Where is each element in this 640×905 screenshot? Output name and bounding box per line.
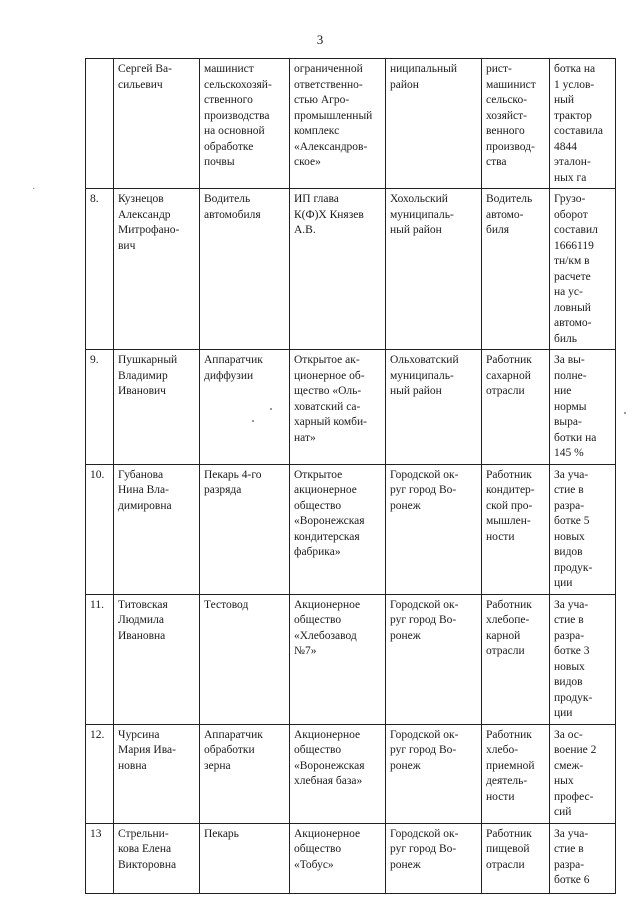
achievement-line: оборот [554, 208, 588, 221]
achievement-cell [550, 823, 616, 893]
district-line: руг город Во- [390, 843, 457, 855]
row-number-cell: 10. [86, 464, 114, 594]
achievement-line: За вы- [554, 354, 585, 366]
person-name-cell [114, 189, 200, 350]
achievement-cell [550, 594, 616, 724]
nomination-line: сахарной [486, 369, 531, 382]
organization-line: «Хлебозавод [294, 629, 357, 642]
person-name-line: Викторовна [118, 858, 177, 871]
achievement-line: ботке 6 [554, 874, 590, 886]
nomination-line: хлебо- [486, 744, 519, 756]
organization-cell [290, 724, 386, 823]
nomination-line: Работник [486, 598, 532, 611]
table-row [86, 350, 616, 465]
achievement-line: За уча- [554, 598, 589, 611]
nomination-cell [482, 59, 550, 189]
achievement-line: ние [554, 385, 572, 397]
district-cell [386, 350, 482, 465]
organization-line: ское» [294, 156, 321, 168]
page-number: 3 [316, 32, 324, 47]
achievement-line: профес- [554, 790, 594, 803]
organization-cell [290, 464, 386, 594]
achievement-line: ных [554, 775, 574, 787]
organization-line: «Александров- [294, 140, 368, 153]
achievement-line: ботка на [554, 63, 596, 75]
achievement-line: видов [554, 546, 583, 558]
organization-line: промышленный [294, 109, 373, 122]
district-line: руг город Во- [390, 484, 457, 496]
achievement-line: на ус- [554, 286, 583, 298]
organization-cell [290, 59, 386, 189]
job-position-line: Водитель [204, 193, 251, 205]
organization-line: общество [294, 614, 342, 626]
district-line: Городской ок- [390, 598, 459, 611]
person-name-line: Губанова [118, 468, 164, 481]
achievement-line: разра- [554, 629, 585, 642]
person-name-line: Кузнецов [118, 193, 164, 205]
job-position-line: ственного [204, 94, 253, 106]
person-name-line: Сергей Ва- [118, 63, 172, 75]
person-name-line: Стрельни- [118, 827, 169, 840]
district-cell [386, 594, 482, 724]
job-position-cell [200, 350, 290, 465]
organization-line: щество «Оль- [294, 385, 362, 397]
organization-line: №7» [294, 645, 317, 657]
nomination-line: отрасли [486, 645, 525, 657]
achievement-line: 145 % [554, 447, 584, 459]
person-name-cell [114, 350, 200, 465]
nomination-line: ности [486, 530, 515, 543]
nomination-cell [482, 594, 550, 724]
job-position-cell [200, 189, 290, 350]
person-name-cell [114, 724, 200, 823]
district-line: ронеж [390, 858, 421, 871]
organization-line: Акционерное [294, 598, 361, 611]
person-name-line: новна [118, 759, 147, 772]
district-cell [386, 59, 482, 189]
achievement-cell [550, 724, 616, 823]
achievement-cell [550, 59, 616, 189]
nomination-line: приемной [486, 759, 535, 772]
achievement-cell [550, 350, 616, 465]
nomination-line: кондитер- [486, 484, 535, 496]
organization-line: «Тобус» [294, 858, 334, 871]
margin-mark: · [32, 184, 36, 195]
organization-line: Акционерное [294, 827, 361, 840]
nomination-line: рист- [486, 63, 512, 75]
district-line: ронеж [390, 499, 421, 512]
nomination-line: пищевой [486, 843, 530, 855]
margin-dot [624, 412, 626, 414]
row-number-cell: 12. [86, 724, 114, 823]
job-position-line: машинист [204, 63, 254, 75]
organization-line: ограниченной [294, 63, 363, 75]
person-name-line: вич [118, 239, 136, 252]
district-line: Городской ок- [390, 468, 459, 481]
achievement-line: ции [554, 577, 573, 589]
job-position-line: на основной [204, 125, 265, 137]
achievement-line: ции [554, 707, 573, 719]
table-row [86, 189, 616, 350]
job-position-line: разряда [204, 484, 242, 496]
person-name-line: димировна [118, 499, 172, 512]
organization-line: Открытое ак- [294, 354, 360, 366]
achievement-line: эталон- [554, 156, 591, 168]
nomination-line: автомо- [486, 208, 524, 221]
achievement-line: сий [554, 806, 572, 818]
job-position-line: обработки [204, 744, 255, 756]
achievement-line: тн/км в [554, 255, 590, 267]
person-name-line: Чурсина [118, 728, 160, 741]
achievement-line: продук- [554, 561, 593, 574]
achievement-cell [550, 464, 616, 594]
achievement-line: смеж- [554, 759, 584, 772]
nomination-line: Работник [486, 354, 532, 366]
job-position-line: сельскохозяй- [204, 78, 272, 91]
organization-line: Акционерное [294, 728, 361, 741]
job-position-cell [200, 823, 290, 893]
achievement-line: полне- [554, 369, 587, 382]
job-position-line: Аппаратчик [204, 728, 263, 741]
person-name-line: Пушкарный [118, 354, 178, 366]
organization-line: общество [294, 744, 342, 756]
table-row [86, 464, 616, 594]
district-line: Городской ок- [390, 827, 459, 840]
nomination-line: производ- [486, 140, 535, 153]
table-row [86, 823, 616, 893]
organization-line: нат» [294, 431, 316, 444]
nomination-line: мышлен- [486, 515, 531, 527]
organization-line: А.В. [294, 224, 316, 236]
person-name-cell [114, 464, 200, 594]
nomination-line: деятель- [486, 775, 528, 787]
job-position-line: почвы [204, 156, 235, 168]
district-line: руг город Во- [390, 614, 457, 626]
achievement-line: стие в [554, 843, 584, 855]
job-position-cell [200, 464, 290, 594]
table-body [86, 59, 616, 894]
nomination-line: сельско- [486, 94, 528, 106]
job-position-line: Аппаратчик [204, 354, 263, 366]
organization-line: стью Агро- [294, 94, 350, 106]
achievement-line: видов [554, 676, 583, 688]
nomination-line: венного [486, 125, 525, 137]
organization-line: общество [294, 843, 342, 855]
job-position-line: Пекарь [204, 827, 239, 840]
district-cell [386, 823, 482, 893]
nomination-cell [482, 823, 550, 893]
organization-cell [290, 350, 386, 465]
person-name-line: Ивановна [118, 629, 166, 642]
district-line: ный район [390, 385, 442, 397]
achievement-line: разра- [554, 858, 585, 871]
person-name-line: Нина Вла- [118, 484, 169, 496]
achievement-line: выра- [554, 416, 582, 428]
achievement-line: новых [554, 660, 585, 673]
organization-line: комплекс [294, 125, 340, 137]
achievement-line: За уча- [554, 468, 589, 481]
achievement-line: новых [554, 530, 585, 543]
achievement-line: стие в [554, 484, 584, 496]
district-line: ный район [390, 224, 442, 236]
job-position-line: производства [204, 109, 270, 122]
nomination-cell [482, 350, 550, 465]
achievement-line: составила 4844 [554, 125, 603, 153]
organization-line: ховатский са- [294, 400, 361, 413]
person-name-line: Мария Ива- [118, 744, 176, 756]
organization-line: ответственно- [294, 78, 363, 91]
organization-cell [290, 823, 386, 893]
nomination-line: Работник [486, 827, 532, 840]
nomination-line: ства [486, 156, 507, 168]
table-row [86, 59, 616, 189]
nomination-line: Работник [486, 468, 532, 481]
achievement-line: воение 2 [554, 744, 597, 756]
organization-line: хлебная база» [294, 775, 363, 787]
nomination-line: карной [486, 629, 521, 642]
organization-line: Открытое [294, 468, 343, 481]
organization-line: фабрика» [294, 546, 341, 558]
table-row [86, 594, 616, 724]
organization-line: харный комби- [294, 416, 368, 428]
nomination-line: ской про- [486, 499, 533, 512]
achievement-line: ловный [554, 301, 591, 314]
row-number-cell: 8. [86, 189, 114, 350]
achievement-line: автомо- [554, 317, 592, 329]
nomination-line: отрасли [486, 858, 525, 871]
person-name-line: Владимир [118, 369, 168, 382]
organization-line: «Воронежская [294, 759, 365, 772]
job-position-cell [200, 594, 290, 724]
achievement-line: составил [554, 224, 598, 236]
achievement-line: ных га [554, 171, 587, 184]
organization-line: кондитерская [294, 530, 360, 543]
district-line: муниципаль- [390, 208, 454, 221]
organization-line: К(Ф)Х Князев [294, 208, 364, 221]
organization-line: акционерное [294, 484, 357, 496]
person-name-line: Иванович [118, 385, 166, 397]
job-position-line: Тестовод [204, 598, 249, 611]
district-line: ронеж [390, 759, 421, 772]
row-number-cell: 13 [86, 823, 114, 893]
organization-line: общество [294, 499, 342, 512]
achievement-line: За уча- [554, 827, 589, 840]
organization-cell [290, 594, 386, 724]
person-name-line: Людмила [118, 614, 164, 626]
nomination-line: Работник [486, 728, 532, 741]
achievement-line: трактор [554, 109, 592, 122]
job-position-cell [200, 724, 290, 823]
organization-cell [290, 189, 386, 350]
organization-line: «Воронежская [294, 515, 365, 527]
job-position-line: зерна [204, 759, 231, 772]
achievement-cell [550, 189, 616, 350]
achievement-line: нормы [554, 400, 587, 413]
organization-line: ИП глава [294, 193, 339, 205]
district-cell [386, 724, 482, 823]
achievement-line: биль [554, 332, 577, 345]
achievement-line: 1666119 [554, 239, 594, 252]
achievement-line: продук- [554, 691, 593, 704]
district-line: район [390, 78, 419, 91]
person-name-line: сильевич [118, 78, 163, 91]
achievement-line: стие в [554, 614, 584, 626]
nomination-cell [482, 724, 550, 823]
job-position-line: Пекарь 4-го [204, 468, 262, 481]
person-name-cell [114, 59, 200, 189]
nomination-line: биля [486, 224, 510, 236]
nomination-line: хлебопе- [486, 614, 530, 626]
nomination-line: Водитель [486, 193, 533, 205]
district-line: ниципальный [390, 63, 457, 75]
district-cell [386, 464, 482, 594]
achievement-line: ботке 3 [554, 645, 590, 657]
achievement-line: ботки на [554, 431, 597, 444]
district-line: Хохольский [390, 193, 448, 205]
person-name-line: Титовская [118, 598, 168, 611]
job-position-cell [200, 59, 290, 189]
row-number-cell: 11. [86, 594, 114, 724]
person-name-line: Александр [118, 208, 171, 221]
organization-line: ционерное об- [294, 369, 365, 382]
job-position-line: обработке [204, 140, 254, 153]
achievement-line: Грузо- [554, 193, 586, 205]
district-line: руг город Во- [390, 744, 457, 756]
job-position-line: диффузии [204, 369, 254, 382]
district-line: Ольховатский [390, 354, 459, 366]
achievement-line: ботке 5 [554, 515, 590, 527]
nomination-line: машинист [486, 78, 536, 91]
person-name-cell [114, 823, 200, 893]
person-name-line: Митрофано- [118, 224, 180, 236]
district-line: муниципаль- [390, 369, 454, 382]
nomination-cell [482, 189, 550, 350]
achievement-line: разра- [554, 499, 585, 512]
nomination-cell [482, 464, 550, 594]
nomination-line: отрасли [486, 385, 525, 397]
district-cell [386, 189, 482, 350]
achievement-line: расчете [554, 270, 591, 283]
person-name-cell [114, 594, 200, 724]
achievement-line: 1 услов- [554, 78, 595, 91]
nomination-line: хозяйст- [486, 109, 528, 122]
row-number-cell [86, 59, 114, 189]
row-number-cell: 9. [86, 350, 114, 465]
achievement-line: За ос- [554, 728, 583, 741]
nomination-line: ности [486, 790, 515, 803]
job-position-line: автомобиля [204, 208, 261, 221]
person-name-line: кова Елена [118, 843, 172, 855]
district-line: ронеж [390, 629, 421, 642]
table-row [86, 724, 616, 823]
awards-table [85, 58, 616, 894]
achievement-line: ный [554, 94, 575, 106]
district-line: Городской ок- [390, 728, 459, 741]
